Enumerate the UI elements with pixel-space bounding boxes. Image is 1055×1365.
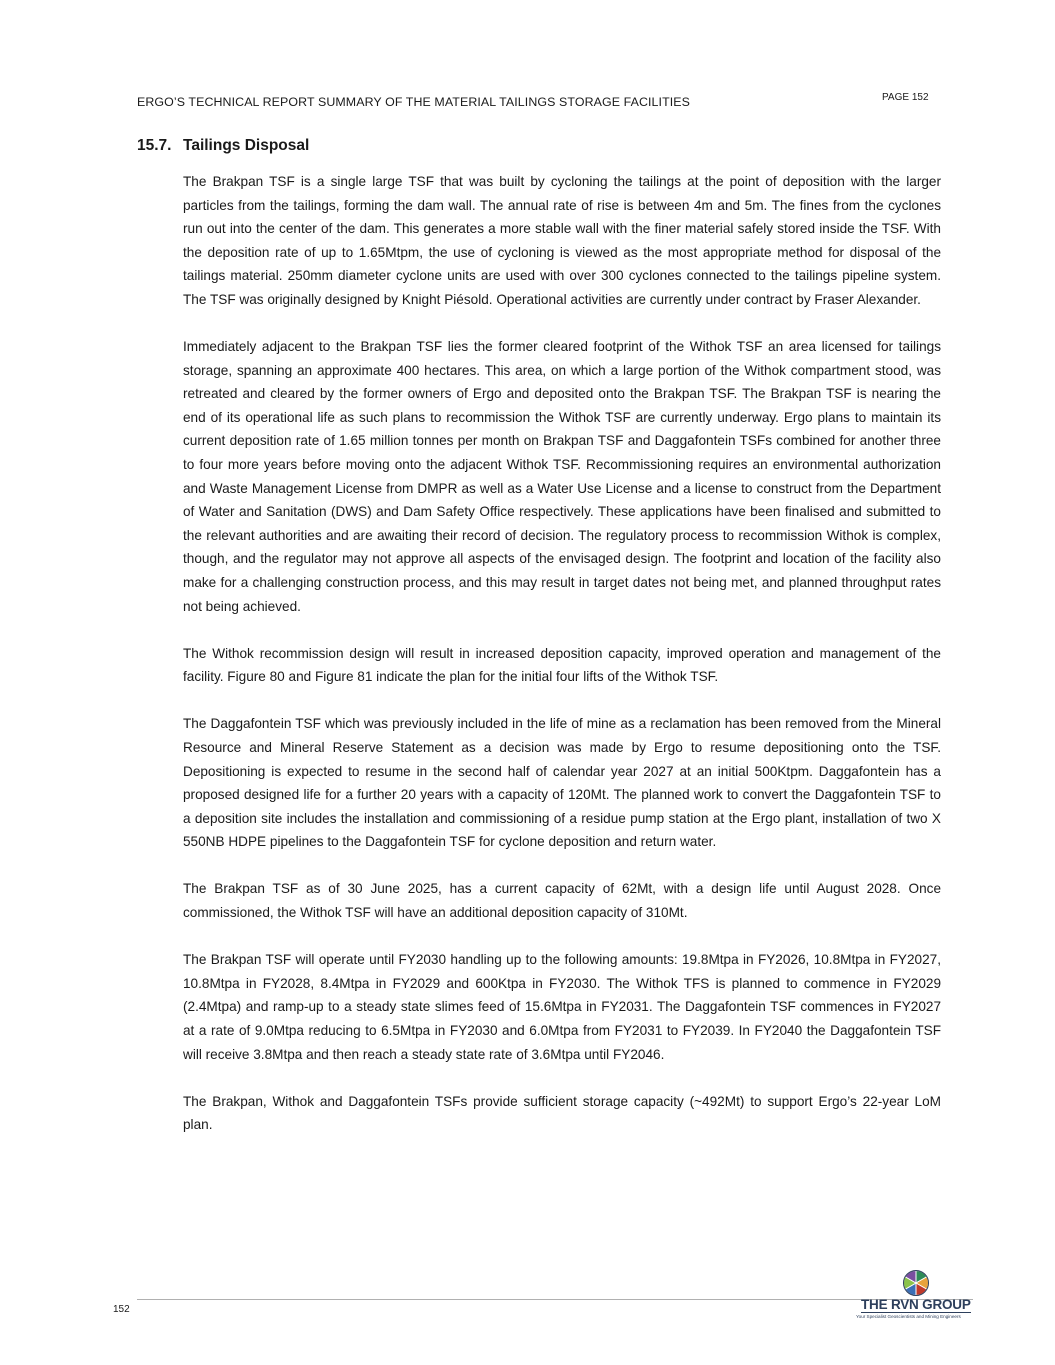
paragraph: The Brakpan TSF is a single large TSF that was built by cycloning the tailings at the point of deposition with the larger particles from the tailings, forming the dam wall. The annual rate of rise is between 4m and 5m. The fines from the cyclones run out into the center of the dam. This generates a more stable wall with the finer material safely stored inside the TSF. With the deposition rate of up to 1.65Mtpm, the use of cycloning is viewed as the most appropriate method for disposal of the tailings material. 250mm diameter cyclone units are used with over 300 cyclones connected to the tailings pipeline system. The TSF was originally designed by Knight Piésold. Operational activities are currently under contract by Fraser Alexander.: [183, 174, 941, 307]
paragraph: The Brakpan TSF will operate until FY2030 handling up to the following amounts: 19.8Mtpa in FY2026, 10.8Mtpa in FY2027, 10.8Mtpa in FY2028, 8.4Mtpa in FY2029 and 600Ktpa in FY2030. The Withok TFS is planned to commence in FY2029 (2.4Mtpa) and ramp-up to a steady state slimes feed of 15.6Mtpa in FY2031. The Daggafontein TSF commences in FY2027 at a rate of 9.0Mtpa reducing to 6.5Mtpa in FY2030 and 6.0Mtpa from FY2031 to FY2039. In FY2040 the Daggafontein TSF will receive 3.8Mtpa and then reach a steady state rate of 3.6Mtpa until FY2046.: [183, 952, 941, 1062]
page-label: PAGE 152: [882, 92, 929, 103]
logo-tagline: Your Specialist Geoscientists and Mining Engineers: [856, 1314, 961, 1319]
paragraph: The Brakpan TSF as of 30 June 2025, has a current capacity of 62Mt, with a design life until August 2028. Once commissioned, the Withok TSF will have an additional deposition capacity of 310Mt.: [183, 881, 941, 921]
paragraph: The Daggafontein TSF which was previously included in the life of mine as a reclamation has been removed from the Mineral Resource and Mineral Reserve Statement as a decision was made by Ergo to resume depositioning onto the TSF. Depositioning is expected to resume in the second half of calendar year 2027 at an initial 500Ktpm. Daggafontein has a proposed designed life for a further 20 years with a capacity of 120Mt. The planned work to convert the Daggafontein TSF to a deposition site includes the installation and commissioning of a residue pump station at the Ergo plant, installation of two X 550NB HDPE pipelines to the Daggafontein TSF for cyclone deposition and return water.: [183, 716, 941, 850]
paragraph: The Brakpan, Withok and Daggafontein TSFs provide sufficient storage capacity (~492Mt) to support Ergo’s 22-year LoM plan.: [183, 1093, 941, 1133]
body-text: [183, 170, 941, 1160]
footer-divider: [137, 1299, 973, 1300]
pie-wheel-icon: [902, 1269, 930, 1297]
logo-name: THE RVN GROUP: [861, 1297, 971, 1312]
footer-page-number: 152: [113, 1304, 130, 1315]
section-number: 15.7.: [137, 137, 172, 154]
paragraph: Immediately adjacent to the Brakpan TSF lies the former cleared footprint of the Withok TSF an area licensed for tailings storage, spanning an approximate 400 hectares. This area, on which a large portion of the Withok compartment stood, was retreated and cleared by the former owners of Ergo and deposited onto the Brakpan TSF. The Brakpan TSF is nearing the end of its operational life as such plans to recommission the Withok TSF are currently underway. Ergo plans to maintain its current deposition rate of 1.65 million tonnes per month on Brakpan TSF and Daggafontein TSFs combined for another three to four more years before moving onto the adjacent Withok TSF. Recommissioning requires an environmental authorization and Waste Management License from DMPR as well as a Water Use License and a license to construct from the Department of Water and Sanitation (DWS) and Dam Safety Office respectively. These applications have been finalised and submitted to the relevant authorities and are awaiting their record of decision. The regulatory process to recommission Withok is complex, though, and the regulator may not approve all aspects of the envisaged design. The footprint and location of the facility also make for a challenging construction process, and this may result in target dates not being met, and planned throughput rates not being achieved.: [183, 339, 941, 614]
report-header-title: ERGO’S TECHNICAL REPORT SUMMARY OF THE MATERIAL TAILINGS STORAGE FACILITIES: [137, 95, 691, 109]
paragraph: The Withok recommission design will result in increased deposition capacity, improved operation and management of the facility. Figure 80 and Figure 81 indicate the plan for the initial four lifts of the Withok TSF.: [183, 645, 941, 685]
section-title: Tailings Disposal: [183, 137, 310, 154]
section-heading: [137, 137, 309, 155]
company-logo: [856, 1269, 976, 1321]
